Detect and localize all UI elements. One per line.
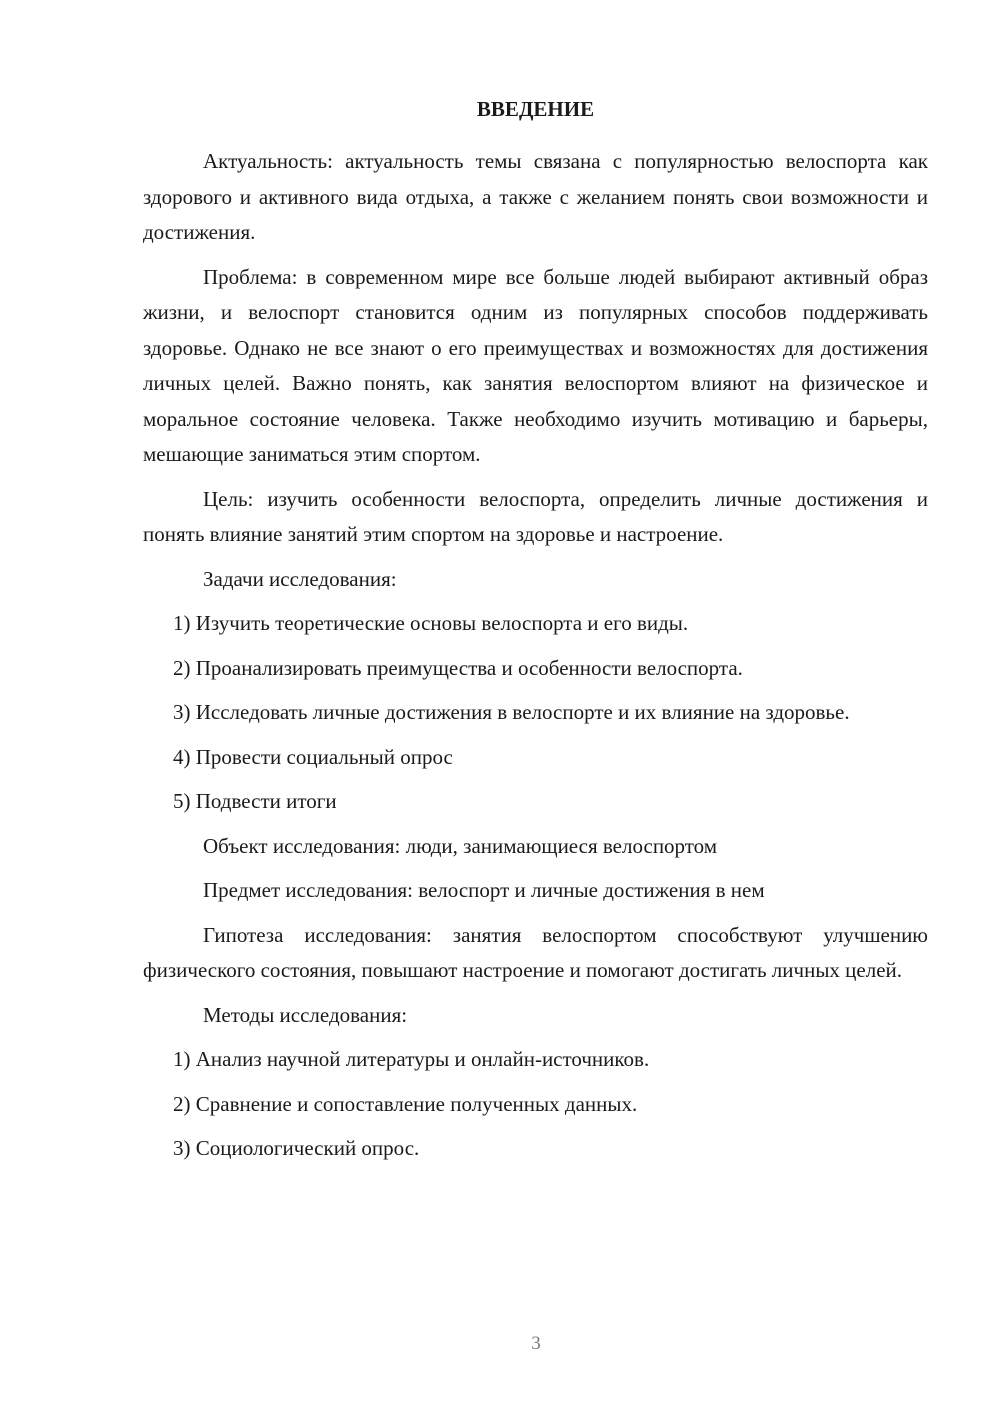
task-item-3: 3) Исследовать личные достижения в велоспорте и их влияние на здоровье. [173, 700, 850, 724]
document-page [143, 92, 928, 1176]
method-item-3: 3) Социологический опрос. [173, 1136, 420, 1160]
task-item-2: 2) Проанализировать преимущества и особенности велоспорта. [173, 655, 743, 680]
problem-paragraph: Проблема: в современном мире все больше людей выбирают активный образ жизни, и велоспорт становится одним из популярных способов поддерживать здоровье. Однако не все знают о его преимуществах и возможностях для достижения личных целей. Важно понять, как занятия велоспортом влияют на физическое и моральное состояние человека. Также необходимо изучить мотивацию и барьеры, мешающие заниматься этим спортом. [143, 264, 928, 466]
page-number: 3 [531, 1333, 541, 1354]
goal-paragraph: Цель: изучить особенности велоспорта, определить личные достижения и понять влияние занятий этим спортом на здоровье и настроение. [143, 486, 928, 546]
task-item-5: 5) Подвести итоги [173, 789, 337, 813]
document-title: ВВЕДЕНИЕ [476, 97, 595, 121]
research-object: Объект исследования: люди, занимающиеся велоспортом [203, 833, 718, 858]
method-item-1: 1) Анализ научной литературы и онлайн-источников. [173, 1047, 650, 1071]
research-subject: Предмет исследования: велоспорт и личные достижения в нем [203, 878, 765, 902]
method-item-2: 2) Сравнение и сопоставление полученных данных. [173, 1091, 638, 1116]
task-item-4: 4) Провести социальный опрос [173, 744, 453, 769]
relevance-paragraph: Актуальность: актуальность темы связана с популярностью велоспорта как здорового и активного вида отдыха, а также с желанием понять свои возможности и достижения. [143, 149, 928, 244]
tasks-heading: Задачи исследования: [203, 566, 397, 591]
task-item-1: 1) Изучить теоретические основы велоспорта и его виды. [173, 611, 689, 635]
methods-heading: Методы исследования: [203, 1002, 408, 1027]
hypothesis-paragraph: Гипотеза исследования: занятия велоспортом способствуют улучшению физического состояния, повышают настроение и помогают достигать личных целей. [143, 922, 928, 982]
